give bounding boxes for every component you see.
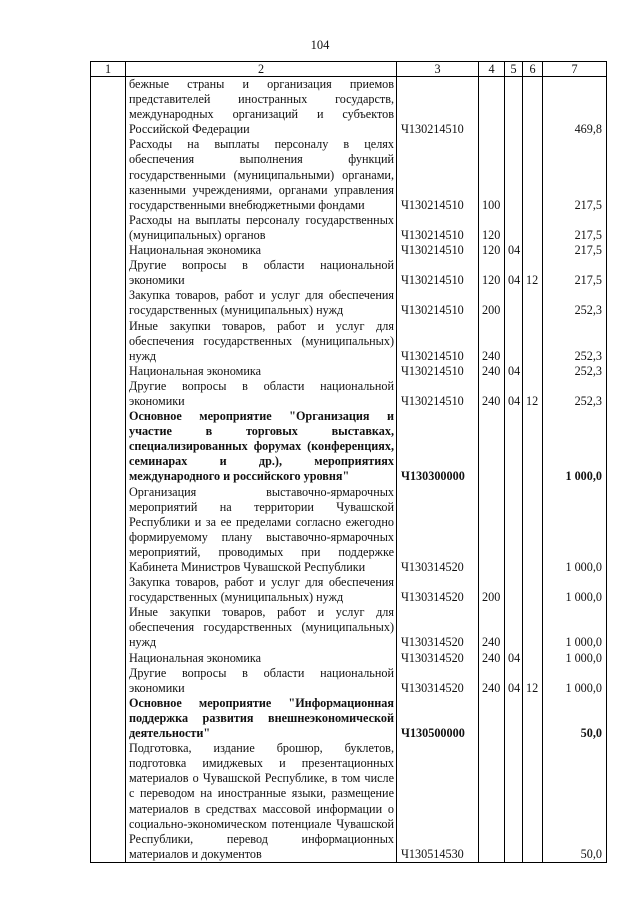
item-name-cell: бежные страны и организация приемов представителей иностранных государств, международных организаций и субъектов Российской Федерации	[126, 77, 397, 138]
row-number-cell	[91, 485, 126, 576]
target-code-cell: Ч130214510	[397, 137, 479, 212]
subsection-cell	[523, 137, 543, 212]
expense-type-cell	[479, 741, 505, 862]
item-name-cell: Подготовка, издание брошюр, буклетов, подготовка имиджевых и презентационных материалов о Чувашской Республике, в том числе с переводом на иностранные языки, размещение материалов в средствах массовой информации о социально-экономическом потенциале Чувашской Республики, перевод информационных материалов и документов	[126, 741, 397, 862]
expense-type-cell: 100	[479, 137, 505, 212]
amount-cell: 50,0	[543, 696, 607, 741]
row-number-cell	[91, 605, 126, 650]
col-header-4: 4	[479, 62, 505, 77]
row-number-cell	[91, 651, 126, 666]
amount-cell: 1 000,0	[543, 666, 607, 696]
amount-cell: 252,3	[543, 319, 607, 364]
item-name-cell: Другие вопросы в области национальной экономики	[126, 379, 397, 409]
col-header-6: 6	[523, 62, 543, 77]
expense-type-cell: 120	[479, 243, 505, 258]
section-cell	[505, 213, 523, 243]
table-row	[91, 288, 607, 318]
section-cell	[505, 696, 523, 741]
section-cell: 04	[505, 379, 523, 409]
row-number-cell	[91, 258, 126, 288]
table-row	[91, 319, 607, 364]
item-name-cell: Другие вопросы в области национальной экономики	[126, 258, 397, 288]
row-number-cell	[91, 364, 126, 379]
expense-type-cell: 120	[479, 213, 505, 243]
subsection-cell	[523, 696, 543, 741]
header-row	[91, 62, 607, 77]
item-name-cell: Национальная экономика	[126, 364, 397, 379]
item-name-cell: Закупка товаров, работ и услуг для обеспечения государственных (муниципальных) нужд	[126, 575, 397, 605]
table-row	[91, 605, 607, 650]
target-code-cell: Ч130300000	[397, 409, 479, 484]
item-name-cell: Иные закупки товаров, работ и услуг для обеспечения государственных (муниципальных) нужд	[126, 319, 397, 364]
section-cell	[505, 485, 523, 576]
amount-cell: 1 000,0	[543, 651, 607, 666]
row-number-cell	[91, 409, 126, 484]
section-cell: 04	[505, 651, 523, 666]
target-code-cell: Ч130314520	[397, 651, 479, 666]
target-code-cell: Ч130214510	[397, 288, 479, 318]
target-code-cell: Ч130214510	[397, 364, 479, 379]
item-name-cell: Национальная экономика	[126, 651, 397, 666]
table-row	[91, 243, 607, 258]
expense-type-cell: 200	[479, 575, 505, 605]
section-cell	[505, 137, 523, 212]
table-row	[91, 364, 607, 379]
table-row	[91, 77, 607, 138]
subsection-cell	[523, 605, 543, 650]
subsection-cell: 12	[523, 258, 543, 288]
target-code-cell: Ч130214510	[397, 243, 479, 258]
target-code-cell: Ч130500000	[397, 696, 479, 741]
expense-type-cell: 240	[479, 666, 505, 696]
subsection-cell	[523, 288, 543, 318]
section-cell	[505, 605, 523, 650]
amount-cell: 217,5	[543, 137, 607, 212]
subsection-cell	[523, 741, 543, 862]
amount-cell: 469,8	[543, 77, 607, 138]
expense-type-cell	[479, 485, 505, 576]
expense-type-cell	[479, 696, 505, 741]
row-number-cell	[91, 319, 126, 364]
item-name-cell: Другие вопросы в области национальной экономики	[126, 666, 397, 696]
expense-type-cell: 240	[479, 379, 505, 409]
table-row	[91, 575, 607, 605]
expense-type-cell	[479, 77, 505, 138]
target-code-cell: Ч130514530	[397, 741, 479, 862]
item-name-cell: Основное мероприятие "Информационная поддержка развития внешнеэкономической деятельности"	[126, 696, 397, 741]
subsection-cell	[523, 651, 543, 666]
amount-cell: 252,3	[543, 379, 607, 409]
subsection-cell	[523, 319, 543, 364]
subsection-cell	[523, 364, 543, 379]
item-name-cell: Организация выставочно-ярмарочных мероприятий на территории Чувашской Республики и за ее пределами согласно ежегодно формируемому плану выставочно-ярмарочных мероприятий, проводимых при поддержке Кабинета Министров Чувашской Республики	[126, 485, 397, 576]
amount-cell: 217,5	[543, 213, 607, 243]
row-number-cell	[91, 243, 126, 258]
table-row	[91, 258, 607, 288]
item-name-cell: Расходы на выплаты персоналу государственных (муниципальных) органов	[126, 213, 397, 243]
target-code-cell: Ч130214510	[397, 77, 479, 138]
row-number-cell	[91, 666, 126, 696]
col-header-2: 2	[126, 62, 397, 77]
table-row	[91, 137, 607, 212]
subsection-cell	[523, 485, 543, 576]
target-code-cell: Ч130214510	[397, 213, 479, 243]
subsection-cell: 12	[523, 666, 543, 696]
row-number-cell	[91, 741, 126, 862]
section-cell: 04	[505, 364, 523, 379]
table-row	[91, 651, 607, 666]
table-row	[91, 213, 607, 243]
section-cell	[505, 741, 523, 862]
col-header-3: 3	[397, 62, 479, 77]
amount-cell: 217,5	[543, 243, 607, 258]
section-cell	[505, 77, 523, 138]
budget-table	[90, 61, 607, 863]
col-header-7: 7	[543, 62, 607, 77]
item-name-cell: Национальная экономика	[126, 243, 397, 258]
target-code-cell: Ч130314520	[397, 605, 479, 650]
section-cell	[505, 288, 523, 318]
target-code-cell: Ч130214510	[397, 379, 479, 409]
target-code-cell: Ч130314520	[397, 485, 479, 576]
page-number: 104	[310, 38, 330, 52]
section-cell	[505, 319, 523, 364]
expense-type-cell: 240	[479, 651, 505, 666]
row-number-cell	[91, 77, 126, 138]
table-row	[91, 485, 607, 576]
amount-cell: 252,3	[543, 364, 607, 379]
target-code-cell: Ч130314520	[397, 575, 479, 605]
subsection-cell	[523, 213, 543, 243]
row-number-cell	[91, 696, 126, 741]
expense-type-cell: 240	[479, 364, 505, 379]
subsection-cell	[523, 575, 543, 605]
row-number-cell	[91, 213, 126, 243]
expense-type-cell: 120	[479, 258, 505, 288]
table-row	[91, 741, 607, 862]
table-row	[91, 696, 607, 741]
table-row	[91, 666, 607, 696]
target-code-cell: Ч130214510	[397, 319, 479, 364]
section-cell	[505, 575, 523, 605]
item-name-cell: Основное мероприятие "Организация и участие в торговых выставках, специализированных форумах (конференциях, семинарах и др.), мероприятиях международного и российского уровня"	[126, 409, 397, 484]
section-cell: 04	[505, 258, 523, 288]
table-row	[91, 409, 607, 484]
section-cell: 04	[505, 243, 523, 258]
item-name-cell: Закупка товаров, работ и услуг для обеспечения государственных (муниципальных) нужд	[126, 288, 397, 318]
amount-cell: 50,0	[543, 741, 607, 862]
col-header-5: 5	[505, 62, 523, 77]
amount-cell: 217,5	[543, 258, 607, 288]
expense-type-cell	[479, 409, 505, 484]
target-code-cell: Ч130214510	[397, 258, 479, 288]
amount-cell: 1 000,0	[543, 409, 607, 484]
row-number-cell	[91, 288, 126, 318]
subsection-cell	[523, 77, 543, 138]
section-cell	[505, 409, 523, 484]
subsection-cell: 12	[523, 379, 543, 409]
table-row	[91, 379, 607, 409]
subsection-cell	[523, 243, 543, 258]
row-number-cell	[91, 575, 126, 605]
subsection-cell	[523, 409, 543, 484]
amount-cell: 1 000,0	[543, 605, 607, 650]
amount-cell: 252,3	[543, 288, 607, 318]
amount-cell: 1 000,0	[543, 485, 607, 576]
target-code-cell: Ч130314520	[397, 666, 479, 696]
expense-type-cell: 240	[479, 319, 505, 364]
row-number-cell	[91, 379, 126, 409]
expense-type-cell: 240	[479, 605, 505, 650]
row-number-cell	[91, 137, 126, 212]
expense-type-cell: 200	[479, 288, 505, 318]
amount-cell: 1 000,0	[543, 575, 607, 605]
col-header-1: 1	[91, 62, 126, 77]
item-name-cell: Расходы на выплаты персоналу в целях обеспечения выполнения функций государственными (муниципальными) органами, казенными учреждениями, органами управления государственными внебюджетными фондами	[126, 137, 397, 212]
item-name-cell: Иные закупки товаров, работ и услуг для обеспечения государственных (муниципальных) нужд	[126, 605, 397, 650]
table-body	[91, 77, 607, 863]
section-cell: 04	[505, 666, 523, 696]
